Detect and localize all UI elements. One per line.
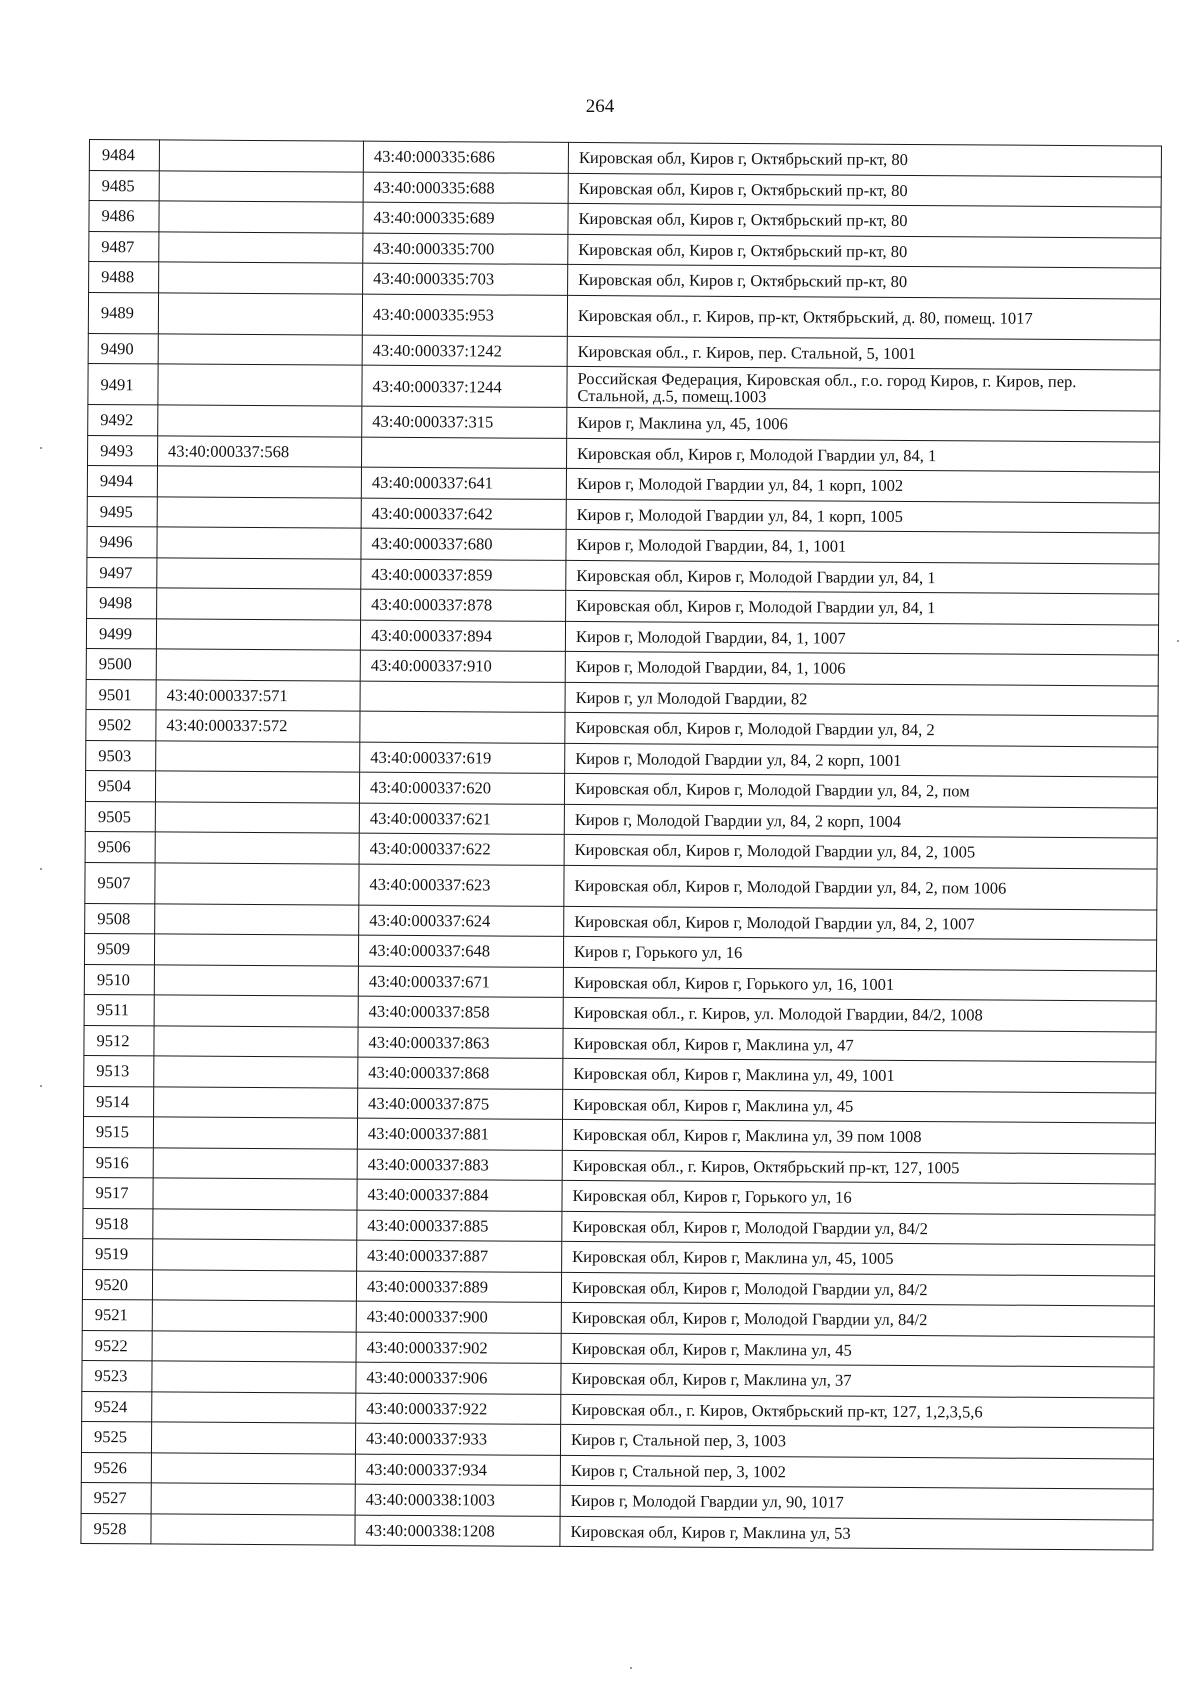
parcel-cadastral-cell <box>154 1086 358 1118</box>
object-cadastral-cell: 43:40:000337:648 <box>358 935 563 967</box>
row-number-cell: 9520 <box>82 1269 152 1300</box>
row-number-cell: 9504 <box>85 770 155 801</box>
address-cell: Кировская обл, Киров г, Октябрьский пр-кт, 80 <box>568 173 1161 207</box>
parcel-cadastral-cell <box>155 832 359 864</box>
parcel-cadastral-cell <box>158 333 362 365</box>
object-cadastral-cell: 43:40:000337:621 <box>359 803 564 835</box>
parcel-cadastral-cell <box>154 995 358 1027</box>
object-cadastral-cell: 43:40:000335:688 <box>363 172 568 204</box>
parcel-cadastral-cell <box>157 466 361 498</box>
page-number: 264 <box>585 96 615 117</box>
parcel-cadastral-cell <box>152 1330 356 1362</box>
row-number-cell: 9493 <box>88 435 158 466</box>
object-cadastral-cell: 43:40:000337:624 <box>359 905 564 937</box>
row-number-cell: 9508 <box>85 903 155 934</box>
row-number-cell: 9503 <box>86 740 156 771</box>
row-number-cell: 9500 <box>86 648 156 679</box>
row-number-cell: 9514 <box>84 1086 154 1117</box>
row-number-cell: 9525 <box>81 1421 151 1452</box>
address-cell: Кировская обл, Киров г, Молодой Гвардии ул, 84, 2, пом 1006 <box>564 865 1157 910</box>
address-cell: Кировская обл, Киров г, Горького ул, 16, 1001 <box>563 967 1156 1001</box>
object-cadastral-cell: 43:40:000337:934 <box>355 1454 560 1486</box>
parcel-cadastral-cell: 43:40:000337:571 <box>156 679 360 711</box>
row-number-cell: 9506 <box>85 831 155 862</box>
address-cell: Киров г, Молодой Гвардии, 84, 1, 1006 <box>565 651 1158 685</box>
object-cadastral-cell: 43:40:000337:641 <box>361 467 566 499</box>
parcel-cadastral-cell <box>151 1452 355 1484</box>
object-cadastral-cell <box>360 711 565 743</box>
parcel-cadastral-cell <box>158 405 362 437</box>
object-cadastral-cell: 43:40:000337:875 <box>358 1088 563 1120</box>
address-cell: Киров г, ул Молодой Гвардии, 82 <box>565 682 1158 716</box>
object-cadastral-cell: 43:40:000335:689 <box>363 202 568 234</box>
address-cell: Киров г, Молодой Гвардии ул, 84, 2 корп, 1001 <box>565 743 1158 777</box>
address-cell: Кировская обл, Киров г, Маклина ул, 47 <box>563 1028 1156 1062</box>
object-cadastral-cell: 43:40:000337:619 <box>360 742 565 774</box>
row-number-cell: 9526 <box>81 1452 151 1483</box>
object-cadastral-cell: 43:40:000337:922 <box>356 1393 561 1425</box>
scan-speck <box>40 868 42 870</box>
parcel-cadastral-cell <box>156 618 360 650</box>
parcel-cadastral-cell <box>153 1117 357 1149</box>
scan-speck <box>630 1667 632 1669</box>
address-cell: Кировская обл., г. Киров, ул. Молодой Гвардии, 84/2, 1008 <box>563 997 1156 1031</box>
address-cell: Кировская обл, Киров г, Молодой Гвардии ул, 84, 2, 1007 <box>564 906 1157 940</box>
object-cadastral-cell: 43:40:000337:910 <box>360 650 565 682</box>
parcel-cadastral-cell <box>157 496 361 528</box>
row-number-cell: 9528 <box>81 1513 151 1544</box>
address-cell: Кировская обл., г. Киров, пер. Стальной, 5, 1001 <box>567 336 1160 370</box>
parcel-cadastral-cell <box>157 557 361 589</box>
object-cadastral-cell: 43:40:000337:863 <box>358 1027 563 1059</box>
row-number-cell: 9521 <box>82 1299 152 1330</box>
row-number-cell: 9519 <box>83 1238 153 1269</box>
registry-table <box>80 139 1162 1551</box>
row-number-cell: 9499 <box>86 618 156 649</box>
address-cell: Киров г, Маклина ул, 45, 1006 <box>567 407 1160 441</box>
object-cadastral-cell: 43:40:000337:620 <box>359 772 564 804</box>
address-cell: Кировская обл, Киров г, Молодой Гвардии ул, 84, 2 <box>565 712 1158 746</box>
object-cadastral-cell: 43:40:000337:878 <box>361 589 566 621</box>
row-number-cell: 9489 <box>88 292 158 333</box>
address-cell: Киров г, Молодой Гвардии ул, 84, 2 корп, 1004 <box>564 804 1157 838</box>
row-number-cell: 9507 <box>85 862 155 903</box>
address-cell: Кировская обл, Киров г, Октябрьский пр-кт, 80 <box>568 142 1161 176</box>
object-cadastral-cell: 43:40:000337:858 <box>358 996 563 1028</box>
object-cadastral-cell: 43:40:000335:700 <box>363 233 568 265</box>
row-number-cell: 9497 <box>87 557 157 588</box>
address-cell: Кировская обл, Киров г, Молодой Гвардии ул, 84, 1 <box>566 438 1159 472</box>
parcel-cadastral-cell <box>159 170 363 202</box>
table-row <box>88 292 1160 340</box>
object-cadastral-cell: 43:40:000337:894 <box>360 620 565 652</box>
row-number-cell: 9524 <box>82 1391 152 1422</box>
object-cadastral-cell: 43:40:000337:885 <box>357 1210 562 1242</box>
address-cell: Кировская обл, Киров г, Маклина ул, 39 пом 1008 <box>562 1119 1155 1153</box>
address-cell: Киров г, Молодой Гвардии ул, 84, 1 корп, 1002 <box>566 468 1159 502</box>
address-cell: Киров г, Молодой Гвардии, 84, 1, 1001 <box>566 529 1159 563</box>
object-cadastral-cell <box>362 437 567 469</box>
object-cadastral-cell: 43:40:000335:686 <box>363 141 568 173</box>
address-cell: Кировская обл, Киров г, Молодой Гвардии ул, 84, 1 <box>566 590 1159 624</box>
address-cell: Киров г, Горького ул, 16 <box>563 936 1156 970</box>
address-cell: Киров г, Молодой Гвардии ул, 90, 1017 <box>560 1485 1153 1519</box>
table-row <box>88 363 1160 411</box>
address-cell: Кировская обл, Киров г, Молодой Гвардии ул, 84/2 <box>561 1302 1154 1336</box>
row-number-cell: 9495 <box>87 496 157 527</box>
object-cadastral-cell: 43:40:000337:671 <box>358 966 563 998</box>
object-cadastral-cell <box>360 681 565 713</box>
parcel-cadastral-cell <box>154 1056 358 1088</box>
object-cadastral-cell: 43:40:000337:1244 <box>362 365 567 407</box>
parcel-cadastral-cell <box>152 1361 356 1393</box>
address-cell: Киров г, Молодой Гвардии, 84, 1, 1007 <box>565 621 1158 655</box>
parcel-cadastral-cell <box>152 1269 356 1301</box>
parcel-cadastral-cell <box>157 588 361 620</box>
table-row <box>85 862 1157 910</box>
parcel-cadastral-cell <box>153 1178 357 1210</box>
parcel-cadastral-cell <box>154 934 358 966</box>
object-cadastral-cell: 43:40:000337:680 <box>361 528 566 560</box>
parcel-cadastral-cell <box>154 1025 358 1057</box>
address-cell: Киров г, Стальной пер, 3, 1002 <box>560 1455 1153 1489</box>
address-cell: Кировская обл., г. Киров, Октябрьский пр-кт, 127, 1,2,3,5,6 <box>561 1394 1154 1428</box>
parcel-cadastral-cell <box>152 1300 356 1332</box>
registry-table-body <box>81 140 1162 1551</box>
row-number-cell: 9505 <box>85 801 155 832</box>
parcel-cadastral-cell <box>153 1239 357 1271</box>
row-number-cell: 9498 <box>87 587 157 618</box>
row-number-cell: 9490 <box>88 333 158 364</box>
parcel-cadastral-cell <box>156 740 360 772</box>
row-number-cell: 9496 <box>87 526 157 557</box>
address-cell: Кировская обл, Киров г, Маклина ул, 53 <box>560 1516 1153 1550</box>
row-number-cell: 9512 <box>84 1025 154 1056</box>
row-number-cell: 9509 <box>84 933 154 964</box>
row-number-cell: 9517 <box>83 1177 153 1208</box>
object-cadastral-cell: 43:40:000337:1242 <box>362 335 567 367</box>
parcel-cadastral-cell <box>159 201 363 233</box>
row-number-cell: 9488 <box>89 262 159 293</box>
row-number-cell: 9513 <box>84 1055 154 1086</box>
parcel-cadastral-cell: 43:40:000337:568 <box>158 435 362 467</box>
object-cadastral-cell: 43:40:000337:906 <box>356 1362 561 1394</box>
row-number-cell: 9502 <box>86 709 156 740</box>
address-cell: Кировская обл, Киров г, Молодой Гвардии ул, 84/2 <box>561 1272 1154 1306</box>
parcel-cadastral-cell: 43:40:000337:572 <box>156 710 360 742</box>
object-cadastral-cell: 43:40:000338:1208 <box>355 1515 560 1547</box>
object-cadastral-cell: 43:40:000337:881 <box>357 1118 562 1150</box>
parcel-cadastral-cell <box>158 292 362 334</box>
row-number-cell: 9515 <box>83 1116 153 1147</box>
table-row <box>81 1513 1153 1550</box>
scan-speck <box>40 1085 42 1087</box>
object-cadastral-cell: 43:40:000337:622 <box>359 833 564 865</box>
parcel-cadastral-cell <box>155 801 359 833</box>
parcel-cadastral-cell <box>154 964 358 996</box>
object-cadastral-cell: 43:40:000337:642 <box>361 498 566 530</box>
row-number-cell: 9527 <box>81 1482 151 1513</box>
parcel-cadastral-cell <box>155 771 359 803</box>
row-number-cell: 9510 <box>84 964 154 995</box>
object-cadastral-cell: 43:40:000337:900 <box>356 1301 561 1333</box>
parcel-cadastral-cell <box>151 1483 355 1515</box>
address-cell: Кировская обл, Киров г, Молодой Гвардии ул, 84, 2, 1005 <box>564 834 1157 868</box>
address-cell: Кировская обл, Киров г, Октябрьский пр-кт, 80 <box>568 234 1161 268</box>
address-cell: Кировская обл, Киров г, Маклина ул, 49, 1001 <box>563 1058 1156 1092</box>
address-cell: Кировская обл, Киров г, Молодой Гвардии ул, 84, 1 <box>566 560 1159 594</box>
object-cadastral-cell: 43:40:000337:859 <box>361 559 566 591</box>
object-cadastral-cell: 43:40:000335:953 <box>362 294 567 336</box>
parcel-cadastral-cell <box>156 649 360 681</box>
object-cadastral-cell: 43:40:000337:887 <box>357 1240 562 1272</box>
row-number-cell: 9494 <box>87 465 157 496</box>
row-number-cell: 9511 <box>84 994 154 1025</box>
object-cadastral-cell: 43:40:000337:889 <box>356 1271 561 1303</box>
row-number-cell: 9491 <box>88 363 158 404</box>
address-cell: Кировская обл, Киров г, Октябрьский пр-кт, 80 <box>568 264 1161 298</box>
object-cadastral-cell: 43:40:000337:623 <box>359 864 564 906</box>
parcel-cadastral-cell <box>159 231 363 263</box>
object-cadastral-cell: 43:40:000335:703 <box>363 263 568 295</box>
address-cell: Кировская обл, Киров г, Молодой Гвардии ул, 84/2 <box>562 1211 1155 1245</box>
row-number-cell: 9518 <box>83 1208 153 1239</box>
address-cell: Кировская обл, Киров г, Горького ул, 16 <box>562 1180 1155 1214</box>
object-cadastral-cell: 43:40:000337:933 <box>355 1423 560 1455</box>
row-number-cell: 9486 <box>89 201 159 232</box>
address-cell: Кировская обл, Киров г, Маклина ул, 37 <box>561 1363 1154 1397</box>
row-number-cell: 9522 <box>82 1330 152 1361</box>
row-number-cell: 9501 <box>86 679 156 710</box>
object-cadastral-cell: 43:40:000338:1003 <box>355 1484 560 1516</box>
object-cadastral-cell: 43:40:000337:315 <box>362 406 567 438</box>
address-cell: Кировская обл, Киров г, Маклина ул, 45, 1005 <box>562 1241 1155 1275</box>
row-number-cell: 9484 <box>89 140 159 171</box>
row-number-cell: 9485 <box>89 170 159 201</box>
parcel-cadastral-cell <box>159 140 363 172</box>
address-cell: Кировская обл, Киров г, Октябрьский пр-кт, 80 <box>568 203 1161 237</box>
parcel-cadastral-cell <box>157 527 361 559</box>
address-cell: Киров г, Молодой Гвардии ул, 84, 1 корп, 1005 <box>566 499 1159 533</box>
address-cell: Киров г, Стальной пер, 3, 1003 <box>560 1424 1153 1458</box>
address-cell: Кировская обл, Киров г, Маклина ул, 45 <box>561 1333 1154 1367</box>
row-number-cell: 9523 <box>82 1360 152 1391</box>
row-number-cell: 9492 <box>88 404 158 435</box>
address-cell: Кировская обл, Киров г, Маклина ул, 45 <box>563 1089 1156 1123</box>
address-cell: Кировская обл., г. Киров, пр-кт, Октябрьский, д. 80, помещ. 1017 <box>567 295 1160 340</box>
object-cadastral-cell: 43:40:000337:883 <box>357 1149 562 1181</box>
address-cell: Кировская обл., г. Киров, Октябрьский пр-кт, 127, 1005 <box>562 1150 1155 1184</box>
scan-speck <box>40 447 42 449</box>
parcel-cadastral-cell <box>151 1513 355 1545</box>
parcel-cadastral-cell <box>155 903 359 935</box>
object-cadastral-cell: 43:40:000337:868 <box>358 1057 563 1089</box>
parcel-cadastral-cell <box>159 262 363 294</box>
parcel-cadastral-cell <box>153 1208 357 1240</box>
object-cadastral-cell: 43:40:000337:884 <box>357 1179 562 1211</box>
row-number-cell: 9516 <box>83 1147 153 1178</box>
parcel-cadastral-cell <box>158 364 362 406</box>
scan-speck <box>1177 640 1179 642</box>
object-cadastral-cell: 43:40:000337:902 <box>356 1332 561 1364</box>
parcel-cadastral-cell <box>151 1422 355 1454</box>
address-cell: Российская Федерация, Кировская обл., г.о. город Киров, г. Киров, пер. Стальной, д.5, помещ.1003 <box>567 366 1160 411</box>
row-number-cell: 9487 <box>89 231 159 262</box>
parcel-cadastral-cell <box>153 1147 357 1179</box>
address-cell: Кировская обл, Киров г, Молодой Гвардии ул, 84, 2, пом <box>564 773 1157 807</box>
parcel-cadastral-cell <box>152 1391 356 1423</box>
parcel-cadastral-cell <box>155 862 359 904</box>
